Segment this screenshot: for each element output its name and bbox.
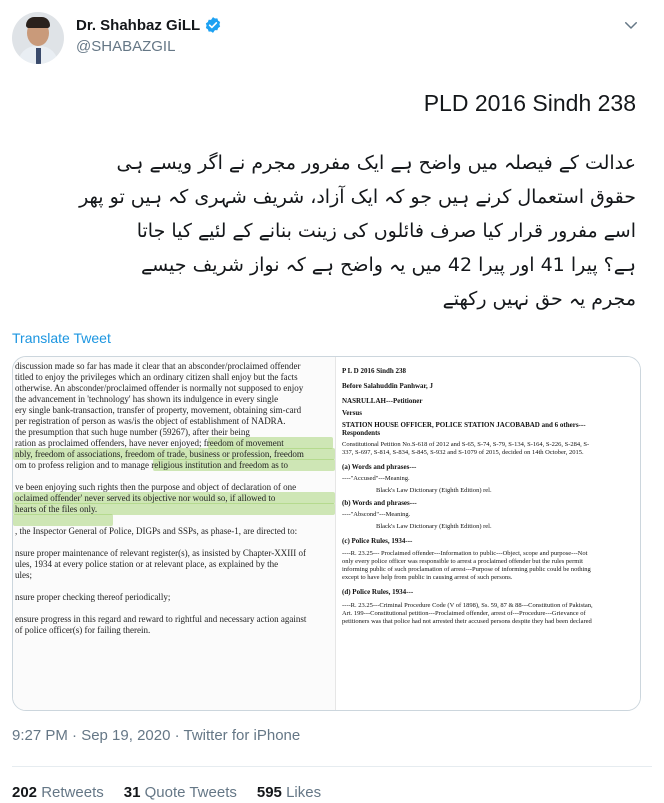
display-name-text[interactable]: Dr. Shahbaz GiLL — [76, 16, 201, 34]
document-line: ules; — [15, 570, 32, 580]
likes-stat[interactable] — [257, 784, 321, 801]
document-line: ensure progress in this regard and reward to rightful and necessary action against — [15, 614, 307, 624]
document-line: ration as proclaimed offenders, have never enjoyed; freedom of movement — [15, 438, 284, 448]
tweet-text-line: عدالت کے فیصلہ میں واضح ہے ایک مفرور مجرم نے اگر ویسے ہی — [116, 152, 636, 174]
user-handle[interactable]: @SHABAZGIL — [76, 38, 176, 55]
document-line: per registration of person as was/is the object of establishment of NADRA. — [15, 416, 286, 426]
document-line: Versus — [342, 409, 362, 417]
document-line: ----R. 23.25--- Proclaimed offender---Information to public---Object, scope and purpose---Not — [342, 550, 588, 557]
highlight-mark — [13, 514, 113, 526]
likes-count: 595 — [256, 784, 282, 801]
document-line: om to profess religion and to manage religious institution and freedom as to — [15, 460, 288, 470]
tweet-text-line: مجرم یہ حق نہیں رکھتے — [442, 288, 636, 310]
media-image[interactable] — [12, 356, 641, 711]
document-line: Before Salahuddin Panhwar, J — [342, 382, 434, 390]
document-line: 337, S-697, S-814, S-834, S-845, S-932 and S-1079 of 2015, decided on 14th October, 2015. — [342, 449, 584, 456]
tweet-citation: PLD 2016 Sindh 238 — [423, 90, 636, 116]
judgment-page-left — [13, 357, 335, 710]
document-line: Black's Law Dictionary (Eighth Edition) rel. — [376, 523, 492, 530]
document-line: ve been enjoying such rights then the purpose and object of declaration of one — [15, 482, 297, 492]
document-line: nsure proper maintenance of relevant register(s), as insisted by Chapter-XXIII of — [15, 548, 306, 558]
document-line: except to have help from public in causing arrest of such persons. — [342, 574, 513, 581]
retweets-stat[interactable] — [12, 784, 104, 801]
document-line: ----R. 23.25---Criminal Procedure Code (V of 1898), Ss. 59, 87 & 88---Constitution of Pakistan, — [342, 602, 593, 609]
document-line: NASRULLAH---Petitioner — [342, 397, 423, 405]
document-line: (b) Words and phrases--- — [342, 499, 417, 507]
document-line: STATION HOUSE OFFICER, POLICE STATION JACOBABAD and 6 others--- — [342, 421, 586, 429]
retweets-count: 202 — [12, 784, 38, 801]
likes-label: Likes — [286, 784, 322, 801]
document-line: ules, 1934 at every police station or at relevant place, as explained by the — [15, 559, 279, 569]
document-line: Respondents — [342, 429, 381, 437]
document-line: , the Inspector General of Police, DIGPs and SSPs, as phase-1, are directed to: — [15, 526, 298, 536]
retweets-label: Retweets — [41, 784, 104, 801]
tweet-text-line: ہے؟ پیرا 41 اور پیرا 42 میں یہ واضح ہے کہ نواز شریف جیسے — [140, 254, 636, 276]
document-line: of police officer(s) for failing therein. — [15, 625, 151, 635]
translate-tweet-link[interactable]: Translate Tweet — [12, 330, 111, 346]
display-name[interactable] — [76, 16, 222, 34]
chevron-down-icon[interactable] — [622, 16, 640, 34]
document-line: Constitutional Petition No.S-618 of 2012 and S-65, S-74, S-79, S-134, S-164, S-226, S-284, S- — [342, 441, 590, 448]
document-line: ery single bank-transaction, transfer of property, movement, obtaining sim-card — [15, 405, 302, 415]
tweet-timestamp[interactable]: 9:27 PM · Sep 19, 2020 · Twitter for iPhone — [12, 727, 301, 744]
engagement-stats — [12, 784, 321, 801]
document-line: informing public of such proclamation of arrest---Purpose of informing public could be nothing — [342, 566, 591, 573]
document-line: oclaimed offender' never served its objective nor would so, if allowed to — [15, 493, 276, 503]
tweet-text-line: حقوق استعمال کرنے ہیں جو کہ ایک آزاد، شریف شہری کہ ہیں تو پھر — [79, 186, 636, 208]
document-line: the advancement in 'technology' has shown its indulgence in every single — [15, 394, 279, 404]
document-line: only every police officer was responsible to arrest a proclaimed offender but the rules permit — [342, 558, 583, 565]
document-line: (a) Words and phrases--- — [342, 463, 417, 471]
document-line: the presumption that such huge number (59267), after their being — [15, 427, 250, 437]
avatar[interactable] — [12, 12, 64, 64]
quote-tweets-label: Quote Tweets — [144, 784, 237, 801]
quote-tweets-count: 31 — [123, 784, 141, 801]
avatar-hair — [26, 17, 50, 28]
document-line: hearts of the files only. — [15, 504, 98, 514]
document-line: petitioners was that police had not arrested their accused persons despite they had been declared — [342, 618, 592, 625]
document-line: nsure proper checking thereof periodically; — [15, 592, 171, 602]
verified-icon — [204, 16, 222, 34]
avatar-tie — [36, 48, 41, 64]
document-line: Black's Law Dictionary (Eighth Edition) rel. — [376, 487, 492, 494]
document-line: P L D 2016 Sindh 238 — [342, 367, 406, 375]
document-line: titled to enjoy the privileges which an ordinary citizen shall enjoy but the facts — [15, 372, 298, 382]
judgment-page-right — [335, 357, 641, 710]
document-line: discussion made so far has made it clear that an absconder/proclaimed offender — [15, 361, 301, 371]
tweet-text — [38, 146, 636, 316]
divider — [12, 766, 652, 767]
document-line: nbly, freedom of associations, freedom of trade, business or profession, freedom — [15, 449, 304, 459]
document-line: ----"Abscond"---Meaning. — [342, 511, 411, 518]
document-line: otherwise. An absconder/proclaimed offender is normally not supposed to enjoy — [15, 383, 304, 393]
document-line: ----"Accused"---Meaning. — [342, 475, 410, 482]
quote-tweets-stat[interactable] — [124, 784, 237, 801]
document-line: (d) Police Rules, 1934--- — [342, 588, 414, 596]
document-line: (c) Police Rules, 1934--- — [342, 537, 413, 545]
tweet-text-line: اسے مفرور قرار کیا صرف فائلوں کی زینت بنانے کے لئیے کیا جاتا — [136, 220, 636, 242]
document-line: Art. 199---Constitutional petition---Proclaimed offender, arrest of---Procedure---Grievance of — [342, 610, 586, 617]
